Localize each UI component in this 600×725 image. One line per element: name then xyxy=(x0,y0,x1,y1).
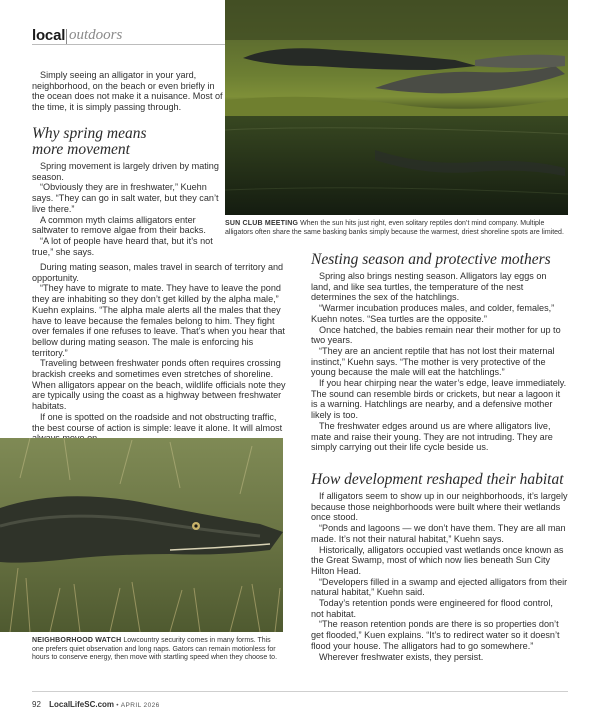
paragraph: Historically, alligators occupied vast wetlands once known as the Great Swamp, most of which now lies beneath Sun City Hilton Head. xyxy=(311,544,564,576)
paragraph: “They are an ancient reptile that has not lost their maternal instinct,” Kuehn says. “The mother is very protective of the young because the male will eat the hatchlings.” xyxy=(311,345,555,378)
section-heading-nesting: Nesting season and protective mothers xyxy=(311,251,551,268)
paragraph: If alligators seem to show up in our neighborhoods, it’s largely because those neighborhoods were built where their wetlands once stood. xyxy=(311,491,568,523)
paragraph: Today’s retention ponds were engineered for flood control, not habitat. xyxy=(311,598,553,619)
paragraph: The freshwater edges around us are where alligators live, mate and raise their young. They are not intruding. They are simply carrying out their life cycle beside us. xyxy=(311,420,553,453)
footer-rule xyxy=(32,691,568,692)
photo-caption-neighborhood-watch: NEIGHBORHOOD WATCH Lowcountry security comes in many forms. This one prefers quiet observation and long naps. Gators can remain motionless for hours to conserve energy, then move with startling speed when they choose to. xyxy=(32,637,278,662)
paragraph: “Obviously they are in freshwater,” Kuehn says. “They can go in salt water, but they can’t live there.” xyxy=(32,182,219,214)
section-spring-body-narrow xyxy=(32,161,227,257)
page-number: 92 xyxy=(32,700,41,709)
paragraph: “The reason retention ponds are there is so properties don’t get flooded,” Kuen explains. “It’s to redirect water so it doesn’t flood your house. The alligators had to go somewhere.” xyxy=(311,619,560,651)
paragraph: “Ponds and lagoons — we don’t have them. They are all man made. It’s not their natural habitat,” Kuehn says. xyxy=(311,523,566,544)
subsection-label: outdoors xyxy=(69,27,123,43)
basking-alligators-photo xyxy=(225,0,568,215)
issue-date: • APRIL 2026 xyxy=(116,702,160,709)
page-footer xyxy=(32,700,160,709)
section-heading-spring: Why spring means more movement xyxy=(32,125,147,158)
header-rule xyxy=(32,44,225,45)
paragraph: If one is spotted on the roadside and not obstructing traffic, the best course of action is simple: leave it alone. It will almost xyxy=(32,411,283,433)
paragraph: Traveling between freshwater ponds often requires crossing brackish creeks and sometimes even stretches of shoreline. When alligators appear on the beach, wildlife officials note they are typically using the coast as a highway between freshwater habitats. xyxy=(32,358,286,412)
section-label: local xyxy=(32,27,66,44)
paragraph: Wherever freshwater exists, they persist. xyxy=(319,651,484,662)
section-heading-development: How development reshaped their habitat xyxy=(311,471,564,488)
paragraph: “They have to migrate to mate. They have to leave the pond they are inhabiting so they don’t get killed by the alpha male,” Kuehn explains. “The alpha male alerts all the males that they have to leave because the females belong to him. They fight over females if one refuses to leave. That’s when you hear that bellow during mating season. The male is enforcing his territory.” xyxy=(32,283,285,358)
site-link[interactable]: LocalLifeSC.com xyxy=(49,700,115,709)
paragraph: If you hear chirping near the water’s edge, leave immediately. The sound can resemble birds or crickets, but near a lagoon it is a warning. Hatchlings are nearby, and a defensive mother likely is too. xyxy=(311,378,567,421)
paragraph: Once hatched, the babies remain near their mother for up to two years. xyxy=(311,324,561,346)
paragraph: “A lot of people have heard that, but it’s not true,” she says. xyxy=(32,235,213,257)
section-nesting-body xyxy=(311,271,568,453)
paragraph: During mating season, males travel in search of territory and opportunity. xyxy=(32,262,284,283)
section-development-body xyxy=(311,491,568,662)
photo-caption-sun-club: SUN CLUB MEETING When the sun hits just right, even solitary reptiles don’t mind company. Multiple alligators often share the same basking banks simply because the warmest, driest shoreline spots are limited. xyxy=(225,220,564,236)
resting-alligator-photo xyxy=(0,438,283,632)
intro-paragraph: Simply seeing an alligator in your yard, neighborhood, on the beach or even briefly in the ocean does not make it a nuisance. Most of the time, it is simply passing through. xyxy=(32,70,223,113)
paragraph: “Developers filled in a swamp and ejected alligators from their natural habitat,” Kuehn said. xyxy=(311,576,568,598)
paragraph: Spring movement is largely driven by mating season. xyxy=(32,161,219,182)
paragraph: A common myth claims alligators enter saltwater to remove algae from their backs. xyxy=(32,214,206,236)
header-divider xyxy=(66,29,67,45)
paragraph: Spring also brings nesting season. Alligators lay eggs on land, and like sea turtles, the temperature of the nest determines the sex of the hatchlings. xyxy=(311,271,547,303)
paragraph: “Warmer incubation produces males, and colder, females,” Kuehn notes. “Sea turtles are the opposite.” xyxy=(311,303,555,324)
section-spring-body-wide xyxy=(32,262,290,444)
